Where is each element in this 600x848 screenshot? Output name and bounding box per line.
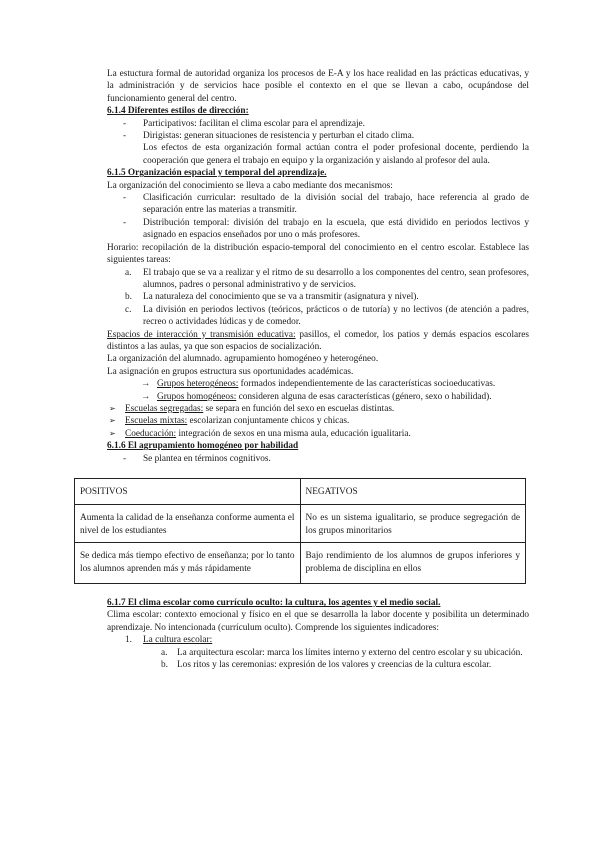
- list-item: - Participativos: facilitan el clima escolar para el aprendizaje.: [107, 118, 529, 130]
- list-marker: c.: [125, 304, 132, 315]
- list-item-text: Los ritos y las ceremonias: expresión de los valores y creencias de la cultura escolar.: [177, 660, 492, 671]
- list-item: - Clasificación curricular: resultado de la división social del trabajo, hace referencia al grado de separación entre las materias a transmitir.: [107, 192, 529, 217]
- culture-sublist: [107, 647, 529, 672]
- school-text: escolarizan conjuntamente chicos y chicas.: [187, 416, 350, 427]
- group-label: Grupos heterogéneos:: [157, 379, 239, 390]
- group-label: Grupos homogéneos:: [157, 391, 237, 402]
- group-text: consideren alguna de esas características (género, sexo o habilidad).: [236, 391, 492, 402]
- triangle-bullet-icon: ➢: [109, 428, 116, 438]
- list-item: [107, 634, 529, 646]
- list-item-text: La división en periodos lectivos (teóricos, prácticos o de tutoría) y no lectivos (de atención a padres, recreo o actividades lúdicas y de comedor.: [143, 304, 529, 328]
- list-item: - Se plantea en términos cognitivos.: [107, 453, 529, 465]
- knowledge-organization-lead: La organización del conocimiento se lleva a cabo mediante dos mecanismos:: [107, 180, 393, 191]
- table-cell: No es un sistema igualitario, se produce segregación de los grupos minoritarios: [300, 505, 526, 543]
- list-marker: b.: [125, 292, 132, 303]
- section-6-1-4-heading: 6.1.4 Diferentes estilos de dirección:: [107, 106, 249, 117]
- triangle-bullet-icon: ➢: [109, 403, 116, 413]
- table-cell: Aumenta la calidad de la enseñanza conforme aumenta el nivel de los estudiantes: [75, 505, 301, 543]
- direction-styles-list: [107, 118, 529, 143]
- tasks-list: [107, 267, 529, 329]
- list-item-text: El trabajo que se va a realizar y el ritmo de su desarrollo a los componentes del centro, sean profesores, alumnos, padres o personal administrativo y de servicios.: [143, 267, 529, 290]
- asignacion-paragraph: La asignación en grupos estructura sus oportunidades académicas.: [107, 366, 354, 377]
- alumnado-paragraph: La organización del alumnado. agrupamiento homogéneo y heterogéneo.: [107, 354, 379, 365]
- table-cell: Bajo rendimiento de los alumnos de grupos inferiores y problema de disciplina en ellos: [300, 543, 526, 584]
- table-header-row: [75, 479, 526, 505]
- document-page: [80, 68, 529, 671]
- list-item: - Distribución temporal: división del trabajo en la escuela, que está dividido en periodos lectivos y asignado en espacios enseñados por uno o más profesores.: [107, 217, 529, 242]
- table-row: [75, 505, 526, 543]
- list-item: [107, 267, 529, 292]
- list-item-text: La arquitectura escolar: marca los límites interno y externo del centro escolar y su ubicación.: [177, 647, 523, 658]
- list-marker: a.: [161, 647, 168, 658]
- list-marker: b.: [161, 660, 168, 671]
- table-header-cell: NEGATIVOS: [300, 479, 526, 505]
- school-label: Escuelas segregadas:: [125, 403, 204, 414]
- triangle-bullet-icon: ➢: [109, 416, 116, 426]
- section-6-1-6-heading: 6.1.6 El agrupamiento homogéneo por habilidad: [107, 441, 299, 452]
- espacios-text: pasillos, el comedor, los patios y demás espacios escolares distintos a las aulas, ya que son espacios de socialización.: [107, 329, 529, 352]
- table-header-cell: POSITIVOS: [75, 479, 301, 505]
- section-6-1-5-heading: 6.1.5 Organización espacial y temporal del aprendizaje.: [107, 168, 327, 179]
- school-label: Escuelas mixtas:: [125, 416, 188, 427]
- indicators-list: [107, 634, 529, 646]
- mechanisms-list: [107, 192, 529, 242]
- list-item: - Dirigistas: generan situaciones de resistencia y perturban el citado clima.: [107, 130, 529, 142]
- horario-paragraph: Horario: recopilación de la distribución espacio-temporal del conocimiento en el centro escolar. Establece las siguientes tareas:: [107, 242, 529, 266]
- list-item: [107, 647, 529, 659]
- groups-list: [107, 378, 529, 403]
- list-item: [107, 304, 529, 329]
- list-item: [107, 428, 529, 440]
- arrow-icon: →: [141, 379, 151, 390]
- list-item: [107, 415, 529, 427]
- list-marker: a.: [125, 267, 132, 278]
- table-cell: Se dedica más tiempo efectivo de enseñanza; por lo tanto los alumnos aprenden más y más rápidamente: [75, 543, 301, 584]
- schools-list: [107, 403, 529, 440]
- school-text: se separa en función del sexo en escuelas distintas.: [203, 403, 395, 414]
- list-item-text: La naturaleza del conocimiento que se va a transmitir (asignatura y nivel).: [143, 292, 419, 303]
- grouping-list: [107, 453, 529, 465]
- group-text: formados independientemente de las características socioeducativas.: [238, 379, 496, 390]
- list-item: [107, 391, 529, 403]
- direction-styles-continuation: Los efectos de esta organización formal actúan contra el poder profesional docente, perdiendo la cooperación que genera el trabajo en equipo y la organización y aislando al profesor del aula.: [143, 143, 529, 166]
- clima-escolar-paragraph: Clima escolar: contexto emocional y físico en el que se desarrolla la labor docente y posibilita un determinado aprendizaje. No intencionada (currículum oculto). Comprende los siguientes indicadores:: [107, 610, 529, 633]
- school-label: Coeducación:: [125, 428, 177, 439]
- list-item-text: La cultura escolar:: [143, 635, 213, 646]
- school-text: integración de sexos en una misma aula, educación igualitaria.: [176, 428, 411, 439]
- pros-cons-table: [74, 478, 526, 584]
- list-marker: 1.: [125, 635, 132, 646]
- list-item: [107, 378, 529, 390]
- list-item: [107, 291, 529, 303]
- list-item: [107, 659, 529, 671]
- espacios-paragraph: [107, 329, 529, 354]
- table-row: [75, 543, 526, 584]
- arrow-icon: →: [141, 391, 151, 402]
- list-item: [107, 403, 529, 415]
- section-6-1-7-heading: 6.1.7 El clima escolar como currículo oculto: la cultura, los agentes y el medio social.: [107, 598, 441, 609]
- intro-paragraph: La estuctura formal de autoridad organiza los procesos de E-A y los hace realidad en las prácticas educativas, y la administración y de servicios hace posible el contexto en el que se llevan a cabo, ocupándose del funcionamiento general del centro.: [107, 69, 529, 104]
- espacios-label: Espacios de interacción y transmisión educativa:: [107, 329, 296, 340]
